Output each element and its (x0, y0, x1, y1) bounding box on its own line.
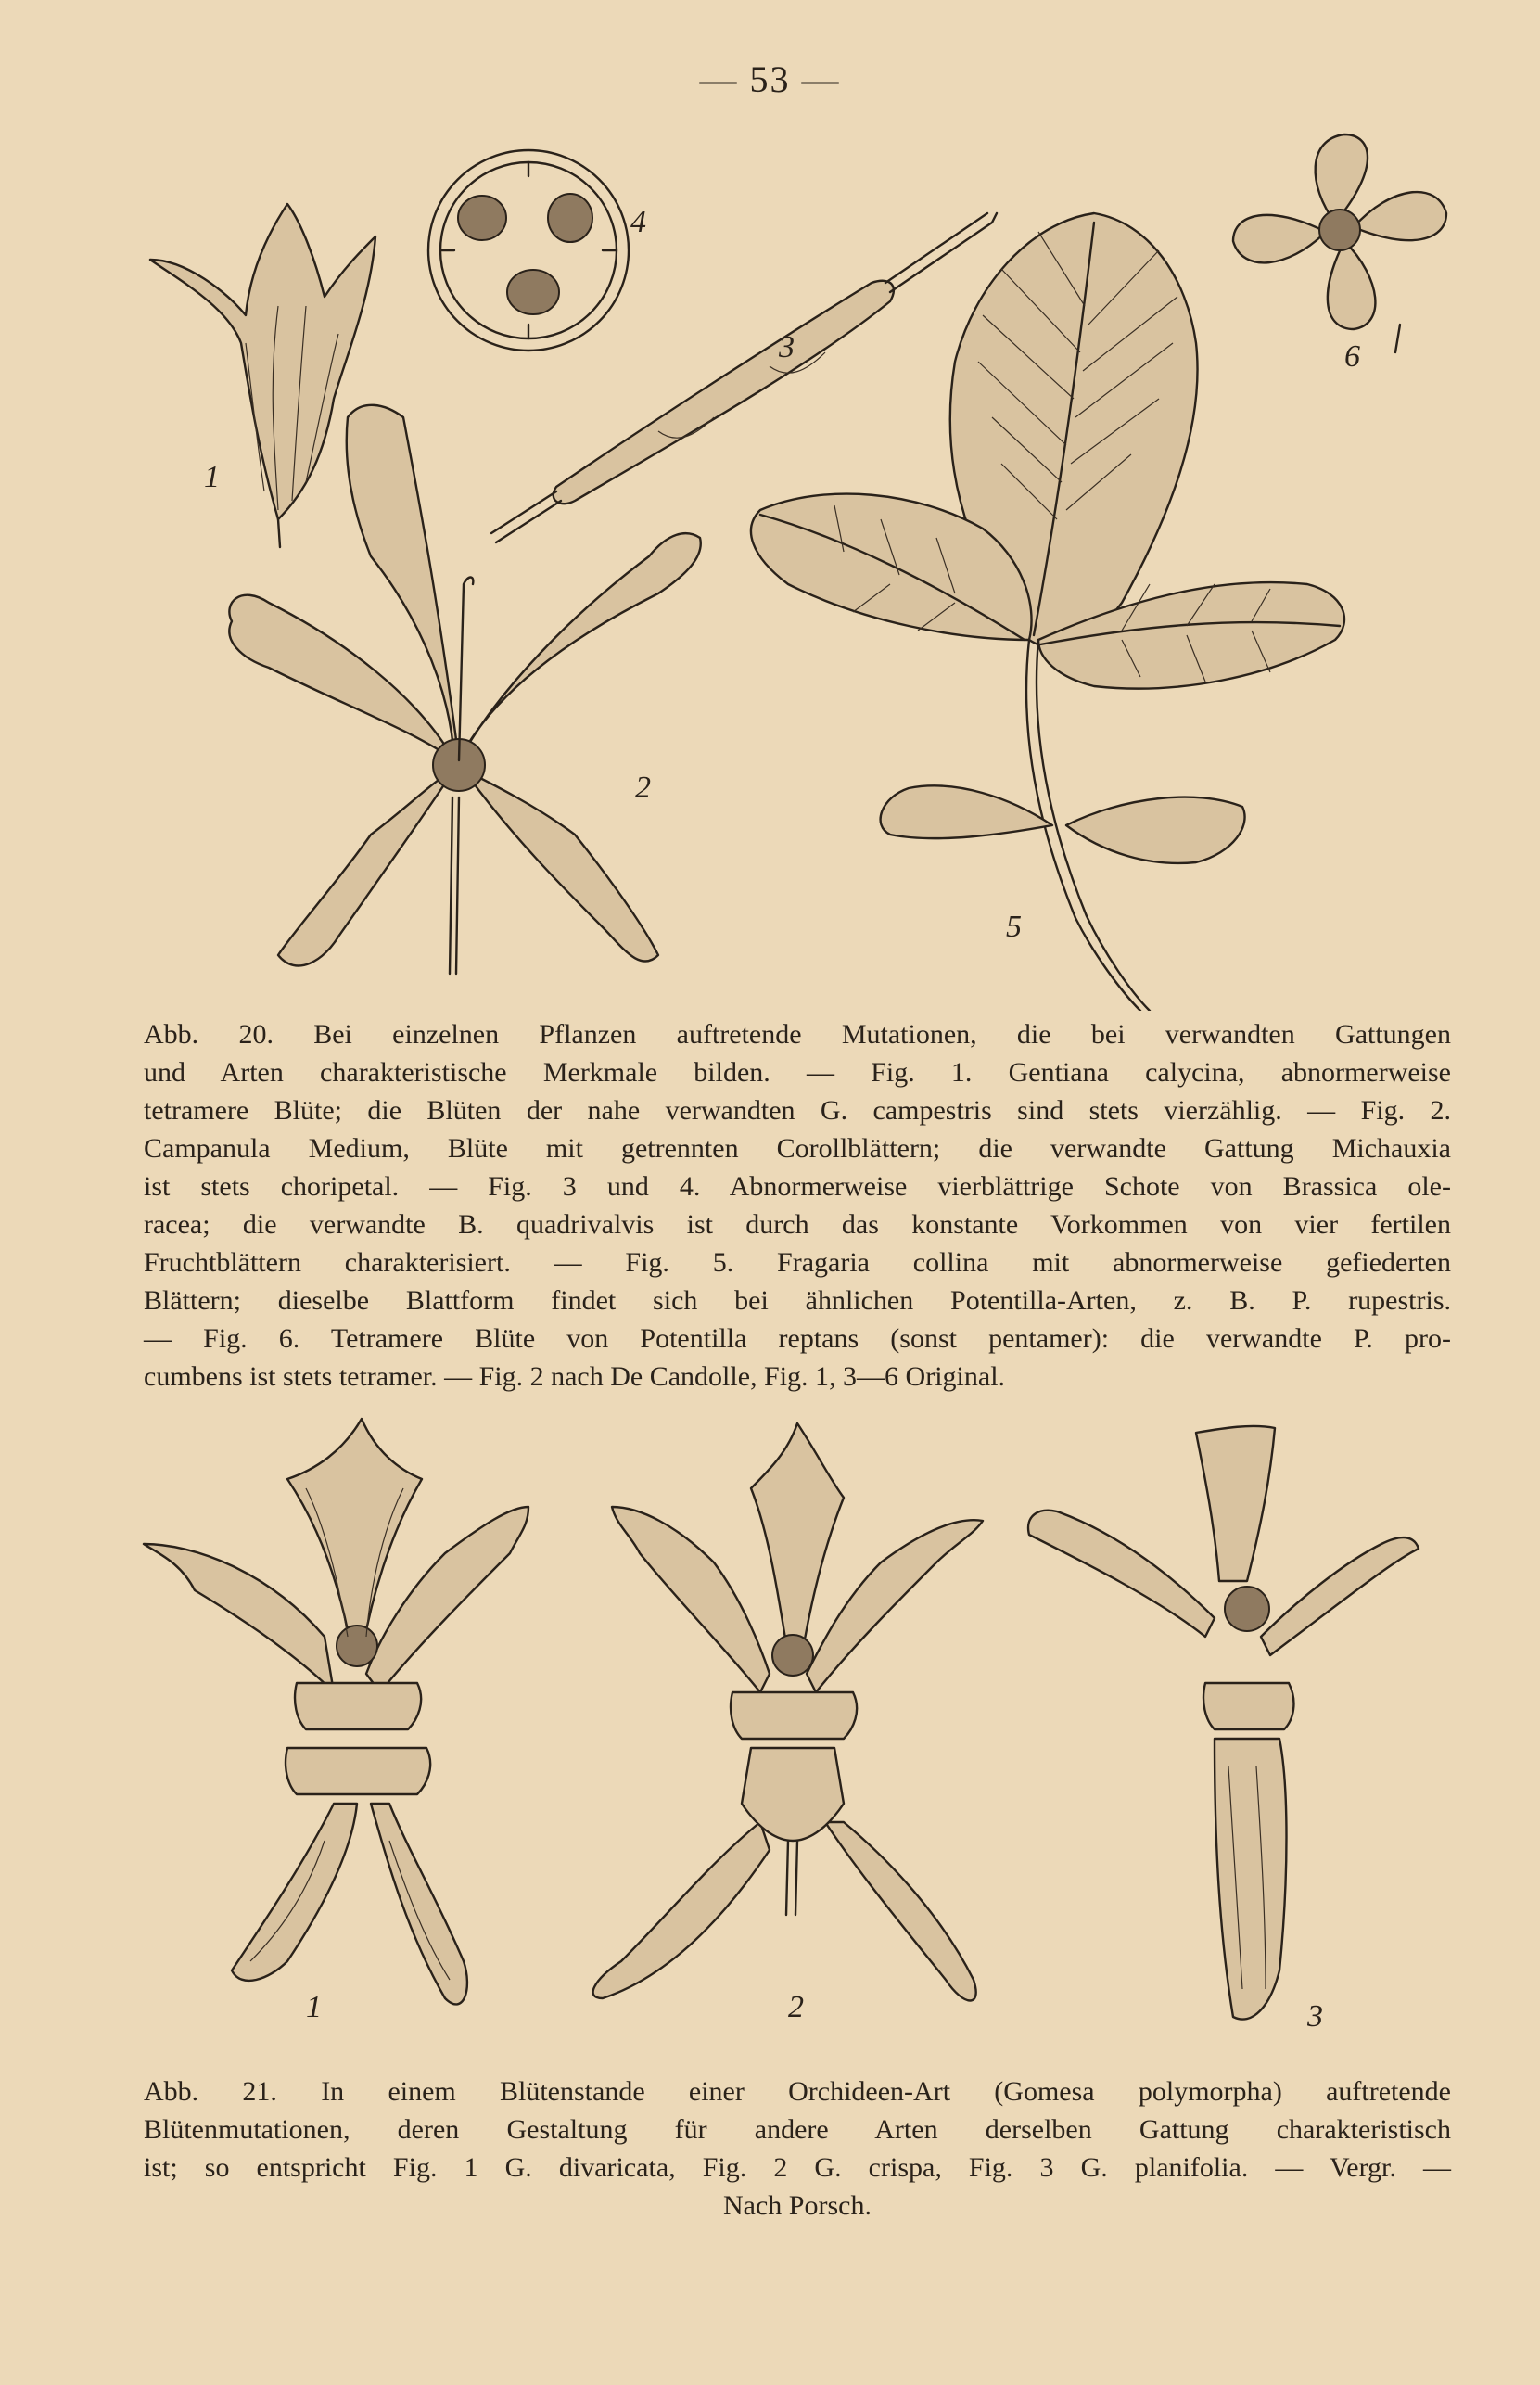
figure-20-label-3: 3 (779, 330, 795, 364)
figure-20-caption-line: — Fig. 6. Tetramere Blüte von Potentilla reptans (sonst pentamer): die verwandte P. pro- (144, 1323, 1451, 1354)
figure-20-caption-line: cumbens ist stets tetramer. — Fig. 2 nach De Candolle, Fig. 1, 3—6 Original. (144, 1361, 1006, 1392)
figure-20-label-2: 2 (635, 771, 651, 805)
figure-20-label-4: 4 (630, 205, 646, 239)
orchid-flower-1-drawing (144, 1419, 528, 2004)
orchid-flower-2-drawing (593, 1423, 983, 2001)
figure-20-caption-line: und Arten charakteristische Merkmale bilden. — Fig. 1. Gentiana calycina, abnormerweise (144, 1057, 1451, 1088)
figure-20-caption-line: racea; die verwandte B. quadrivalvis ist durch das konstante Vorkommen von vier fertilen (144, 1209, 1451, 1240)
figure-20-illustration (139, 121, 1456, 1011)
schote-cross-section-drawing (428, 150, 629, 351)
page-number: — 53 — (699, 58, 841, 100)
brassica-schote-drawing (491, 213, 997, 542)
figure-20-caption-line: tetramere Blüte; die Blüten der nahe verwandten G. campestris sind stets vierzählig. — Fig. 2. (144, 1095, 1451, 1126)
figure-21-label-1: 1 (306, 1990, 322, 2024)
figure-20-plate (139, 121, 1456, 1011)
figure-20-caption-line: Blättern; dieselbe Blattform findet sich bei ähnlichen Potentilla-Arten, z. B. P. rupestris. (144, 1285, 1451, 1316)
figure-21-caption-line: ist; so entspricht Fig. 1 G. divaricata, Fig. 2 G. crispa, Fig. 3 G. planifolia. — Vergr. — (144, 2152, 1451, 2183)
figure-20-caption-line: ist stets choripetal. — Fig. 3 und 4. Abnormerweise vierblättrige Schote von Brassica ole- (144, 1171, 1451, 1202)
figure-20-caption-line: Abb. 20. Bei einzelnen Pflanzen auftretende Mutationen, die bei verwandten Gattungen (144, 1019, 1451, 1050)
figure-20-label-5: 5 (1006, 910, 1022, 944)
figure-21-caption-line: Blütenmutationen, deren Gestaltung für andere Arten derselben Gattung charakteristisch (144, 2114, 1451, 2145)
figure-20-caption-line: Campanula Medium, Blüte mit getrennten Corollblättern; die verwandte Gattung Michauxia (144, 1133, 1451, 1164)
figure-20-caption-line: Fruchtblättern charakterisiert. — Fig. 5. Fragaria collina mit abnormerweise gefiederten (144, 1247, 1451, 1278)
figure-21-caption-line: Nach Porsch. (723, 2190, 872, 2221)
figure-21-illustration (139, 1414, 1465, 2045)
figure-20-label-6: 6 (1344, 339, 1360, 374)
figure-21-caption (144, 2073, 1451, 2225)
potentilla-flower-drawing (1233, 134, 1446, 352)
figure-20-label-1: 1 (204, 460, 220, 494)
figure-21-label-3: 3 (1307, 1999, 1323, 2034)
orchid-flower-3-drawing (1028, 1426, 1419, 2020)
figure-21-label-2: 2 (788, 1990, 804, 2024)
gentiana-flower-drawing (150, 204, 375, 547)
figure-20-caption (144, 1015, 1451, 1396)
figure-21-caption-line: Abb. 21. In einem Blütenstande einer Orchideen-Art (Gomesa polymorpha) auftretende (144, 2076, 1451, 2107)
figure-21-plate (139, 1414, 1465, 2045)
